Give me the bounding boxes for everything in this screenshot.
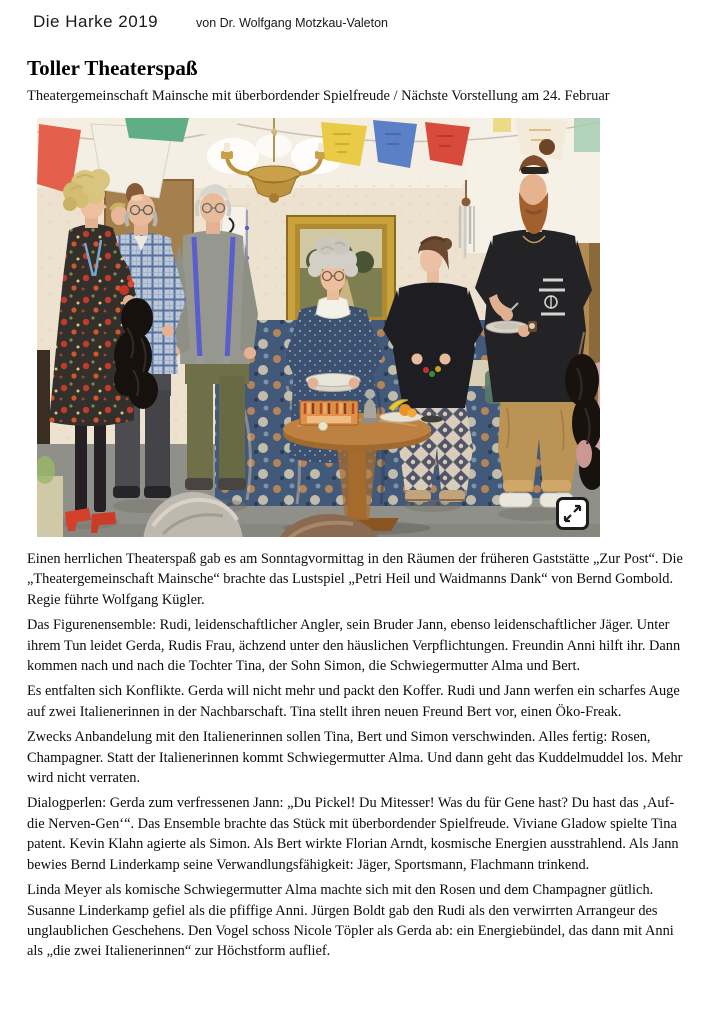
article-paragraph: Es entfalten sich Konflikte. Gerda will nicht mehr und packt den Koffer. Rudi und Jann werfen ein scharfes Auge auf zwei Italienerinnen in der Nachbarschaft. Tina stellt ihren neuen Freund Bert vor, einen Öko-Freak. bbox=[27, 683, 680, 720]
article-photo[interactable] bbox=[37, 118, 600, 537]
article-paragraph: Das Figurenensemble: Rudi, leidenschaftlicher Angler, sein Bruder Jann, ebenso leidenschaftlicher Jäger. Unter ihrem Tun leidet Gerda, Rudis Frau, ächzend unter den häuslichen Verpflichtungen. Freundin Anni hilft ihr. Dann kommen nach und nach die Tochter Tina, der Sohn Simon, die Schwiegermutter Alma und Bert. bbox=[27, 617, 681, 675]
expand-icon[interactable] bbox=[556, 497, 589, 530]
article-title: Toller Theaterspaß bbox=[27, 56, 198, 80]
diagonal-arrows-glyph bbox=[562, 503, 583, 524]
article-paragraph: Einen herrlichen Theaterspaß gab es am Sonntagvormittag in den Räumen der früheren Gaststätte „Zur Post“. Die „Theatergemeinschaft Mainsche“ brachte das Lustspiel „Petri Heil und Waidmanns Dank“ von Bernd Gombold. Regie führte Wolfgang Kügler. bbox=[27, 551, 683, 608]
article-paragraph: Linda Meyer als komische Schwiegermutter Alma machte sich mit den Rosen und dem Champagner gütlich. Susanne Linderkamp gefiel als die pfiffige Anni. Jürgen Boldt gab den Rudi als den verwirrten Arrangeur des unglaublichen Geschehens. Den Vogel schoss Nicole Töpler als Gerda ab: ein Energiebündel, das dann mit Anni als „die zwei Italienerinnen“ zur Höchstform auflief. bbox=[27, 882, 674, 960]
article-paragraph: Zwecks Anbandelung mit den Italienerinnen sollen Tina, Bert und Simon verschwinden. Alles fertig: Rosen, Champagner. Statt der Italienerinnen kommt Schwiegermutter Alma. Und dann geht das Kuddelmuddel los. Mehr wird nicht verraten. bbox=[27, 729, 683, 787]
article-body bbox=[27, 549, 685, 967]
article-paragraph: Dialogperlen: Gerda zum verfressenen Jann: „Du Pickel! Du Mitesser! Was du für Gene hast? Du hast das ‚Auf-die Nerven-Gen‘“. Das Ensemble brachte das Stück mit überbordender Spielfreude. Viviane Gladow spielte Tina patent. Kevin Klahn agierte als Simon. Als Bert wirkte Florian Arndt, kosmische Energien ausstrahlend. Als Jann bewies Bernd Linderkamp seine Verwandlungsfähigkeit: Jäger, Sportsmann, Flachmann trinkend. bbox=[27, 795, 679, 873]
stage-photo-illustration bbox=[37, 118, 600, 537]
publication-name: Die Harke 2019 bbox=[33, 12, 159, 31]
author-byline: von Dr. Wolfgang Motzkau-Valeton bbox=[196, 16, 388, 30]
article-subtitle: Theatergemeinschaft Mainsche mit überbordender Spielfreude / Nächste Vorstellung am 24. Februar bbox=[27, 88, 610, 104]
